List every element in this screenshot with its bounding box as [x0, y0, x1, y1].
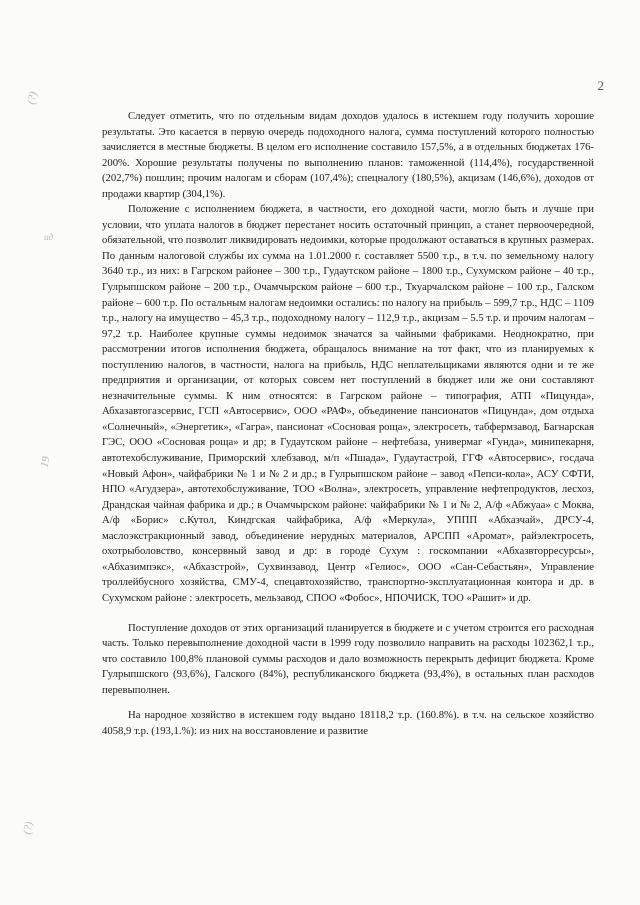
margin-mark: ид — [44, 232, 54, 242]
page-number: 2 — [597, 78, 604, 93]
paragraph: Положение с исполнением бюджета, в частности, его доходной части, могло быть и лучше при условии, что уплата налогов в бюджет перестанет носить остаточный принцип, а станет первоочередной, обязательной, что позволит ликвидировать недоимки, которые продолжают оставаться в крупных размерах. По данным налоговой службы их сумма на 1.01.2000 г. составляет 5500 т.р., в т.ч. по земельному налогу 3640 т.р., из них: в Гагрском районее – 300 т.р., Гудаутском районе – 1800 т.р., Сухумском районе – 40 т.р., Гулрыпшском районе – 200 т.р., Очамчырском районе – 600 т.р., Ткуарчалском районе – 100 т.р., Галском районе – 600 т.р. По остальным налогам недоимки остались: по налогу на прибыль – 599,7 т.р., НДС – 1109 т.р., налогу на имущество – 45,3 т.р., подоходному налогу – 112,9 т.р., акцизам – 5.5 т.р. и прочим налогам – 97,2 т.р. Наиболее крупные суммы недоимок значатся за чайными фабриками. Неоднократно, при рассмотрении итогов исполнения бюджета, обращалось внимание на тот факт, что из планируемых к поступлению налогов, в частности, налога на прибыль, НДС неплательщиками являются одни и те же предприятия и организации, от которых совсем нет поступлений в бюджет или же они составляют незначительные суммы. К ним относятся: в Гагрском районе – типография, АТП «Пицунда», Абхазавтогазсервис, ГСП «Автосервис», ООО «РАФ», объединение пансионатов «Пицунда», дом отдыха «Солнечный», «Энергетик», «Гагра», пансионат «Сосновая роща», электросеть, табфермзавод, Багнарская ГЭС, ООО «Сосновая роща» и др; в Гудаутском районе – нефтебаза, универмаг «Гунда», минипекарня, автотехобслуживание, Приморский хлебзавод, м/п «Пшада», Гудаутастрой, ГГФ «Автосервис», госдача «Новый Афон», чайфабрики № 1 и № 2 и др.; в Гулрыпшском районе – завод «Пепси-кола», АСУ СФТИ, НПО «Агудзера», автотехобслуживание, ТОО «Волна», электросеть, управление нефтепродуктов, лесхоз, Драндская чайная фабрика и др.; в Очамчырском районе: чайфабрики № 1 и № 2, А/ф «Абжуаа» с Моква, А/ф «Борис» с.Кутол, Киндгская чайфабрика, А/ф «Меркула», УППП «Абхазчай», ДРСУ-4, маслоэкстракционный завод, объединение нерудных материалов, АРСПП «Аромат», райэлектросеть, охотрыболовство, консервный завод и др: в городе Сухум : госкомпании «Абхазвторресурсы», «Абхазимпэкс», «Абхазстрой», Сухвинзавод, Центр «Гелиос», ООО «Сан-Себастьян», Управление троллейбусного хозяйства, СМУ-4, спецавтохозяйство, транспортно-эксплуатационная контора и др. в Сухумском районе : электросеть, мельзавод, СПОО «Фобос», НПОЧИСК, ТОО «Рашит» и др. — [102, 203, 594, 604]
margin-mark: (?) — [25, 90, 40, 106]
margin-mark: 19 — [38, 455, 53, 469]
paragraph: Поступление доходов от этих организаций планируется в бюджете и с учетом строится его расходная часть. Только перевыполнение доходной части в 1999 году позволило направить на расходы 102362,1 т.р., что составило 100,8% плановой суммы расходов и дало возможность перекрыть дефицит бюджета. Кроме Гулрыпшского (93,6%), Галского (84%), республиканского бюджета (93,4%), в остальных план расходов перевыполнен. — [102, 621, 594, 696]
margin-mark: (?) — [21, 820, 36, 836]
paragraph: На народное хозяйство в истекшем году выдано 18118,2 т.р. (160.8%). в т.ч. на сельское хозяйство 4058,9 т.р. (193,1.%): из них на восстановление и развитие — [102, 709, 594, 737]
body-text — [102, 109, 594, 739]
paragraph: Следует отметить, что по отдельным видам доходов удалось в истекшем году получить хорошие результаты. Это касается в первую очередь подоходного налога, сумма поступлений которого полностью зачисляется в местные бюджеты. В целом его исполнение составило 157,5%, а в отдельных бюджетах 176-200%. Хорошие результаты получены по выполнению планов: таможенной (114,4%), государственной (202,7%) пошлин; прочим налогам и сборам (107,4%); спецналогу (180,5%), акцизам (146,6%), доходов от продажи квартир (304,1%). — [102, 110, 594, 200]
